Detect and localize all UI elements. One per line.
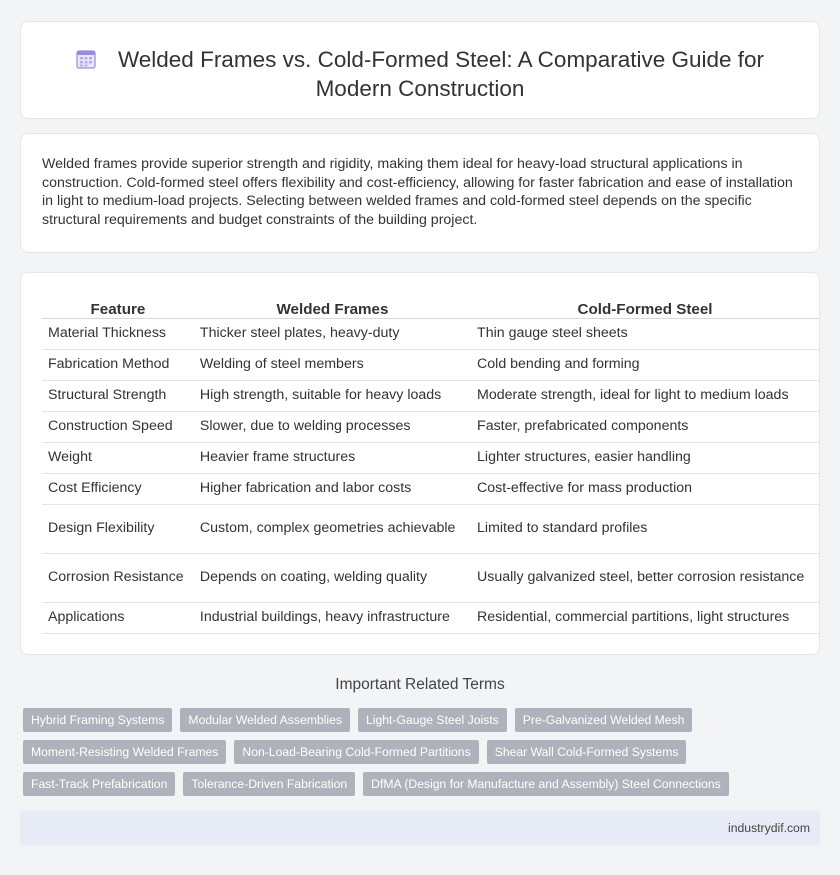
cold-formed-cell: Lighter structures, easier handling <box>471 443 819 474</box>
welded-cell: Welding of steel members <box>194 350 471 381</box>
table-row <box>42 381 819 412</box>
related-term-tag[interactable]: Light-Gauge Steel Joists <box>358 708 507 732</box>
table-row <box>42 412 819 443</box>
header-welded-frames: Welded Frames <box>194 297 471 319</box>
footer-site-link[interactable]: industrydif.com <box>728 821 810 835</box>
welded-cell: Thicker steel plates, heavy-duty <box>194 319 471 350</box>
related-term-tag[interactable]: Hybrid Framing Systems <box>23 708 172 732</box>
related-term-tag[interactable]: Moment-Resisting Welded Frames <box>23 740 226 764</box>
calendar-grid-icon <box>76 49 96 69</box>
page-title <box>21 45 819 103</box>
table-row <box>42 443 819 474</box>
feature-cell: Design Flexibility <box>42 505 194 554</box>
intro-paragraph: Welded frames provide superior strength and rigidity, making them ideal for heavy-load structural applications in construction. Cold-formed steel offers flexibility and cost-efficiency, allowing for faster fabrication and ease of installation in light to medium-load projects. Selecting between welded frames and cold-formed steel depends on the specific structural requirements and budget constraints of the building project. <box>42 156 793 228</box>
feature-cell: Cost Efficiency <box>42 474 194 505</box>
table-header-row <box>42 297 819 319</box>
table-row <box>42 319 819 350</box>
cold-formed-cell: Cold bending and forming <box>471 350 819 381</box>
feature-cell: Corrosion Resistance <box>42 554 194 603</box>
related-term-tag[interactable]: Fast-Track Prefabrication <box>23 772 175 796</box>
welded-cell: High strength, suitable for heavy loads <box>194 381 471 412</box>
cold-formed-cell: Faster, prefabricated components <box>471 412 819 443</box>
table-row <box>42 505 819 554</box>
table-row <box>42 474 819 505</box>
title-card <box>20 21 820 119</box>
header-cold-formed-steel: Cold-Formed Steel <box>471 297 819 319</box>
feature-cell: Structural Strength <box>42 381 194 412</box>
table-row <box>42 350 819 381</box>
header-feature: Feature <box>42 297 194 319</box>
intro-card <box>20 133 820 253</box>
cold-formed-cell: Residential, commercial partitions, light structures <box>471 603 819 634</box>
related-term-tag[interactable]: Tolerance-Driven Fabrication <box>183 772 355 796</box>
table-row <box>42 554 819 603</box>
cold-formed-cell: Usually galvanized steel, better corrosion resistance <box>471 554 819 603</box>
related-term-tag[interactable]: DfMA (Design for Manufacture and Assembly) Steel Connections <box>363 772 729 796</box>
welded-cell: Custom, complex geometries achievable <box>194 505 471 554</box>
title-line-2: Modern Construction <box>315 76 525 101</box>
welded-cell: Industrial buildings, heavy infrastructure <box>194 603 471 634</box>
comparison-card <box>20 272 820 655</box>
related-terms-list <box>23 708 823 804</box>
comparison-table <box>42 297 819 634</box>
feature-cell: Material Thickness <box>42 319 194 350</box>
feature-cell: Fabrication Method <box>42 350 194 381</box>
feature-cell: Applications <box>42 603 194 634</box>
cold-formed-cell: Limited to standard profiles <box>471 505 819 554</box>
welded-cell: Heavier frame structures <box>194 443 471 474</box>
title-line-1: Welded Frames vs. Cold-Formed Steel: A Comparative Guide for <box>117 47 765 72</box>
related-term-tag[interactable]: Shear Wall Cold-Formed Systems <box>487 740 687 764</box>
table-row <box>42 603 819 634</box>
cold-formed-cell: Thin gauge steel sheets <box>471 319 819 350</box>
cold-formed-cell: Moderate strength, ideal for light to medium loads <box>471 381 819 412</box>
feature-cell: Weight <box>42 443 194 474</box>
related-term-tag[interactable]: Non-Load-Bearing Cold-Formed Partitions <box>234 740 478 764</box>
welded-cell: Higher fabrication and labor costs <box>194 474 471 505</box>
welded-cell: Slower, due to welding processes <box>194 412 471 443</box>
feature-cell: Construction Speed <box>42 412 194 443</box>
welded-cell: Depends on coating, welding quality <box>194 554 471 603</box>
related-terms-heading: Important Related Terms <box>335 676 505 693</box>
footer <box>20 811 820 845</box>
related-term-tag[interactable]: Pre-Galvanized Welded Mesh <box>515 708 693 732</box>
related-term-tag[interactable]: Modular Welded Assemblies <box>180 708 350 732</box>
cold-formed-cell: Cost-effective for mass production <box>471 474 819 505</box>
